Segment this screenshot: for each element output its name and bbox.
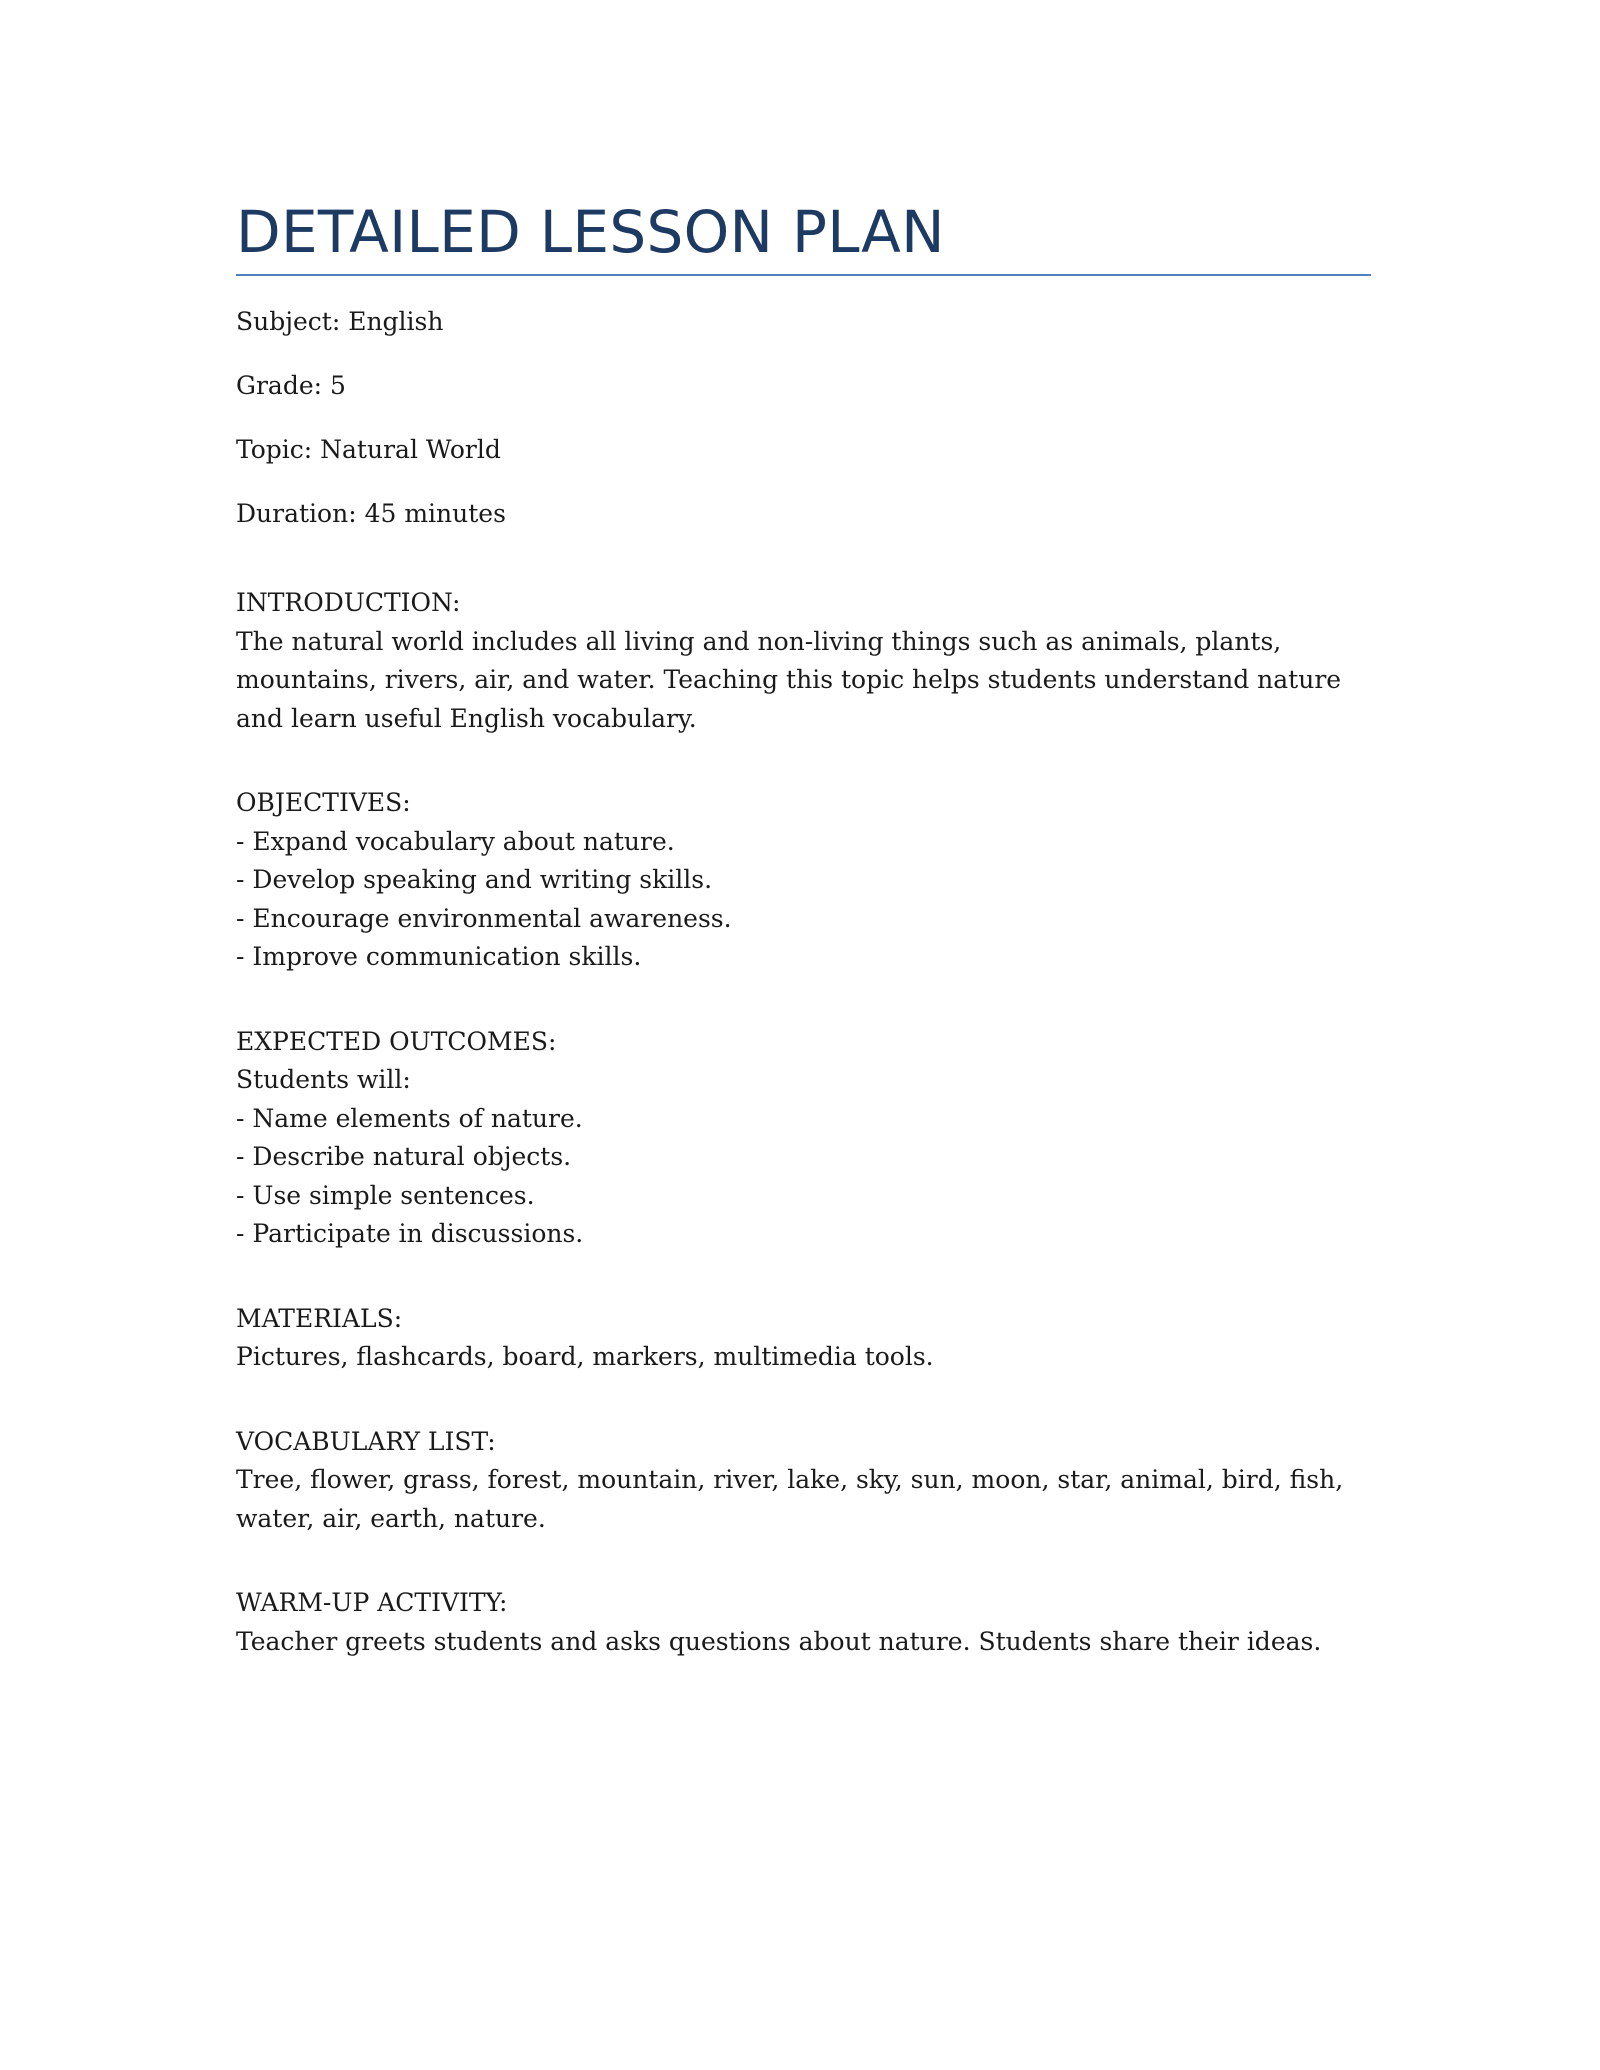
vocabulary-section — [236, 1423, 1371, 1539]
vocabulary-text: Tree, flower, grass, forest, mountain, river, lake, sky, sun, moon, star, animal, bird, fish, water, air, earth, nature. — [236, 1465, 1344, 1533]
vocabulary-heading: VOCABULARY LIST: — [236, 1426, 496, 1456]
materials-section — [236, 1300, 1371, 1377]
document-title: DETAILED LESSON PLAN — [236, 198, 945, 266]
expected-outcomes-list — [236, 1100, 1371, 1254]
materials-text: Pictures, flashcards, board, markers, multimedia tools. — [236, 1342, 934, 1371]
list-item: - Name elements of nature. — [236, 1103, 583, 1133]
warm-up-section — [236, 1584, 1371, 1661]
warm-up-heading: WARM-UP ACTIVITY: — [236, 1588, 508, 1617]
introduction-heading: INTRODUCTION: — [236, 588, 461, 617]
title-divider — [236, 274, 1371, 276]
introduction-text: The natural world includes all living and non-living things such as animals, plants, mountains, rivers, air, and water. Teaching this topic helps students understand nature and learn useful English vocabulary. — [236, 626, 1342, 733]
lesson-meta — [236, 304, 1371, 532]
list-item: - Encourage environmental awareness. — [236, 903, 732, 933]
list-item: - Describe natural objects. — [236, 1142, 572, 1171]
introduction-section — [236, 584, 1371, 738]
warm-up-text: Teacher greets students and asks questions about nature. Students share their ideas. — [236, 1626, 1322, 1656]
expected-outcomes-intro: Students will: — [236, 1065, 411, 1094]
objectives-list — [236, 823, 1371, 977]
grade-line: Grade: 5 — [236, 371, 346, 400]
objectives-section — [236, 784, 1371, 977]
list-item: - Expand vocabulary about nature. — [236, 826, 675, 856]
list-item: - Use simple sentences. — [236, 1180, 535, 1210]
expected-outcomes-heading: EXPECTED OUTCOMES: — [236, 1026, 557, 1056]
duration-line: Duration: 45 minutes — [236, 499, 506, 528]
subject-line: Subject: English — [236, 307, 444, 336]
list-item: - Develop speaking and writing skills. — [236, 865, 713, 894]
expected-outcomes-section — [236, 1023, 1371, 1254]
materials-heading: MATERIALS: — [236, 1303, 403, 1333]
document-content — [236, 190, 1371, 1661]
objectives-heading: OBJECTIVES: — [236, 788, 411, 817]
topic-line: Topic: Natural World — [236, 435, 501, 464]
list-item: - Participate in discussions. — [236, 1219, 584, 1248]
list-item: - Improve communication skills. — [236, 942, 642, 971]
